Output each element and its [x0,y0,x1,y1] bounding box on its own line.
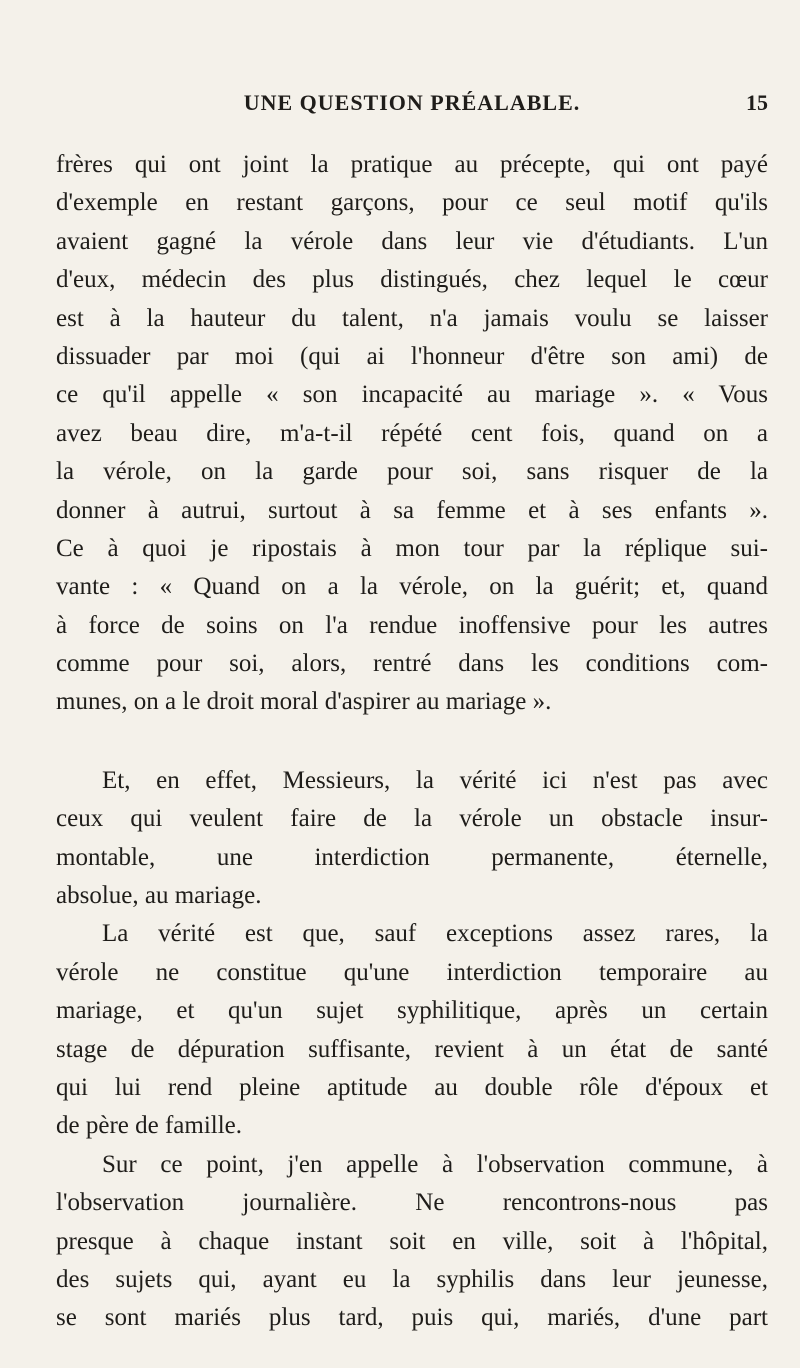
text-line: absolue, au mariage. [56,882,262,910]
text-line: ceux qui veulent faire de la vérole un obstacle insur- [56,805,768,833]
text-line: avez beau dire, m'a-t-il répété cent fois, quand on a [56,419,768,447]
text-line: Ce à quoi je ripostais à mon tour par la réplique sui- [56,534,768,562]
text-line: la vérole, on la garde pour soi, sans risquer de la [56,458,768,486]
paragraph [56,1146,768,1338]
text-line: de père de famille. [56,1112,243,1140]
running-head [56,90,768,126]
body-text [56,146,768,1338]
text-line: des sujets qui, ayant eu la syphilis dans leur jeunesse, [56,1265,768,1293]
text-line: l'observation journalière. Ne rencontrons-nous pas [56,1189,768,1217]
text-line: comme pour soi, alors, rentré dans les conditions com- [56,650,768,678]
text-line: d'exemple en restant garçons, pour ce seul motif qu'ils [56,189,768,217]
text-line: se sont mariés plus tard, puis qui, mariés, d'une part [56,1304,768,1332]
paragraph [56,146,768,722]
text-line: avaient gagné la vérole dans leur vie d'étudiants. L'un [56,227,768,255]
text-line: La vérité est que, sauf exceptions assez rares, la [102,920,768,948]
text-line: Et, en effet, Messieurs, la vérité ici n'est pas avec [102,766,768,794]
paragraph [56,762,768,916]
text-line: mariage, et qu'un sujet syphilitique, après un certain [56,997,768,1025]
text-line: presque à chaque instant soit en ville, soit à l'hôpital, [56,1227,768,1255]
text-line: à force de soins on l'a rendue inoffensive pour les autres [56,611,768,639]
paragraph-gap [56,722,768,762]
running-title: UNE QUESTION PRÉALABLE. [243,90,581,115]
paragraph [56,915,768,1145]
text-line: qui lui rend pleine aptitude au double rôle d'époux et [56,1073,768,1101]
text-line: stage de dépuration suffisante, revient à un état de santé [56,1035,768,1063]
text-line: munes, on a le droit moral d'aspirer au mariage ». [56,688,552,716]
text-line: montable, une interdiction permanente, éternelle, [56,843,768,871]
text-line: vante : « Quand on a la vérole, on la guérit; et, quand [56,573,768,601]
text-line: Sur ce point, j'en appelle à l'observation commune, à [102,1150,768,1178]
text-line: ce qu'il appelle « son incapacité au mariage ». « Vous [56,381,768,409]
text-line: vérole ne constitue qu'une interdiction temporaire au [56,958,768,986]
text-line: frères qui ont joint la pratique au précepte, qui ont payé [56,151,768,178]
page-number: 15 [746,90,768,115]
text-line: donner à autrui, surtout à sa femme et à ses enfants ». [56,496,768,524]
text-line: est à la hauteur du talent, n'a jamais voulu se laisser [56,304,768,332]
text-line: dissuader par moi (qui ai l'honneur d'être son ami) de [56,342,768,370]
text-line: d'eux, médecin des plus distingués, chez lequel le cœur [56,266,768,294]
